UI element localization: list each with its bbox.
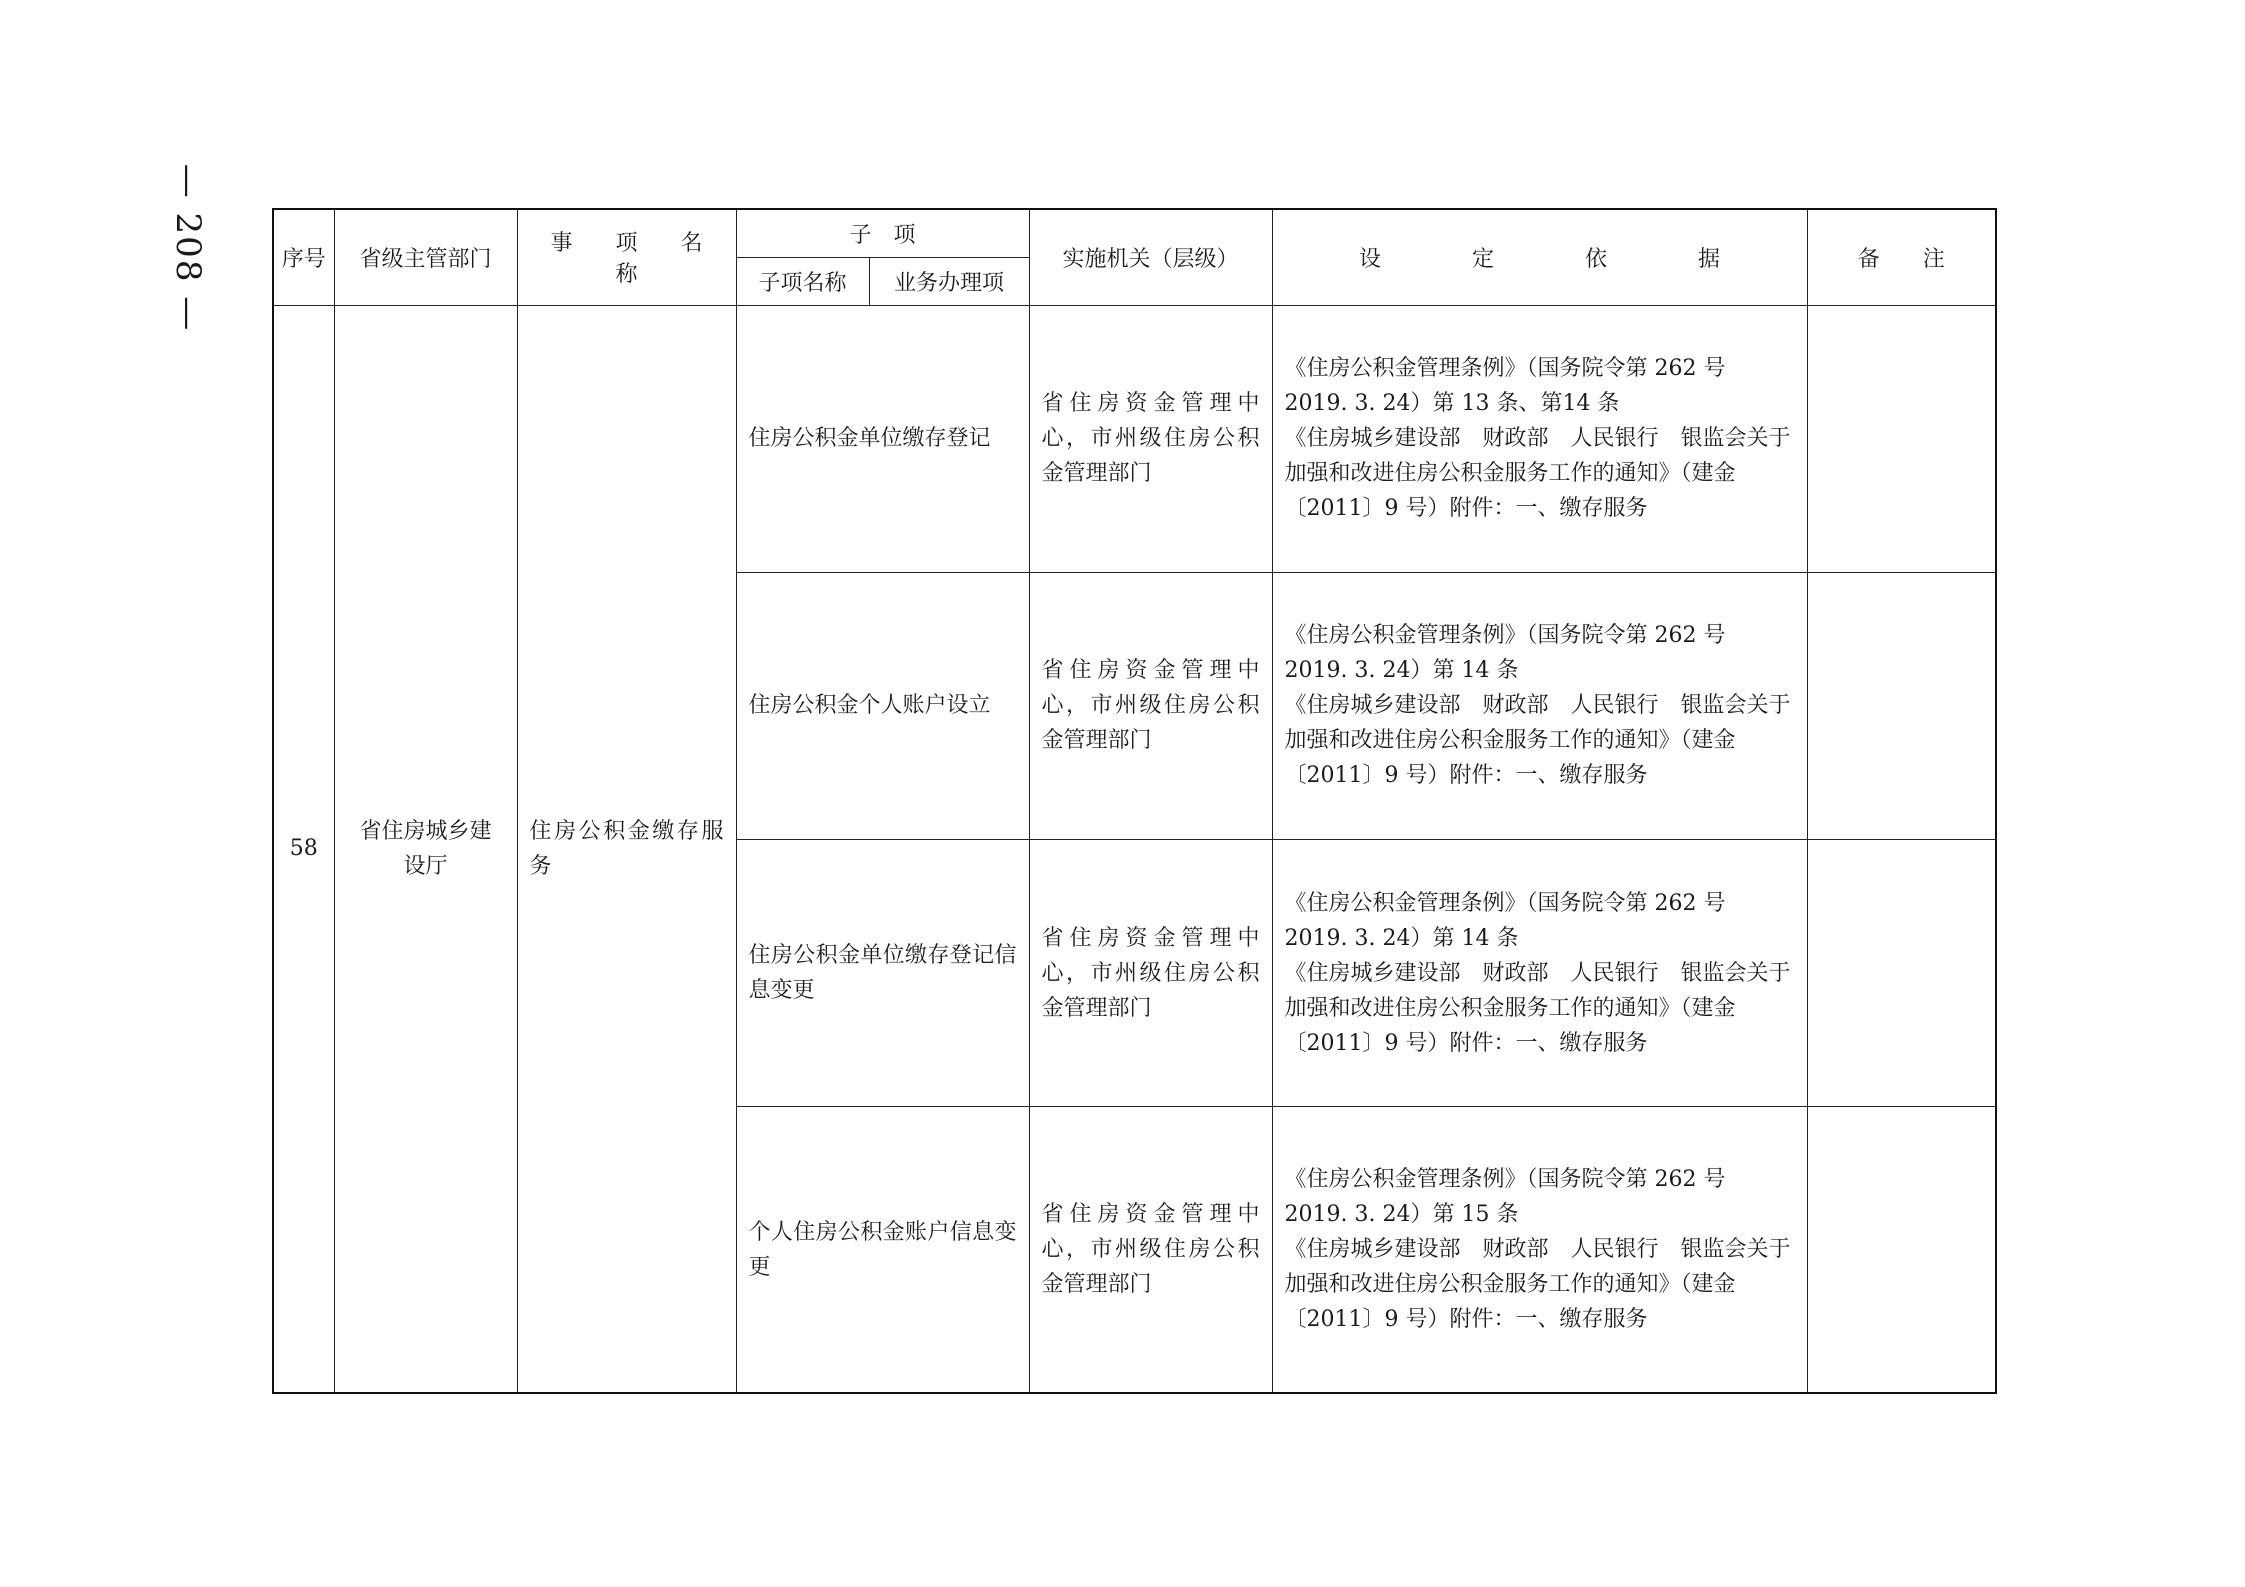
basis-cell [1272,1107,1807,1393]
basis-line: 《住房城乡建设部 财政部 人民银行 银监会关于加强和改进住房公积金服务工作的通知》（建金〔2011〕9 号）附件：一、缴存服务 [1284,426,1791,522]
basis-cell [1272,839,1807,1106]
basis-cell [1272,305,1807,572]
agency-cell: 省住房资金管理中心，市州级住房公积金管理部门 [1029,1107,1272,1393]
basis-line: 《住房城乡建设部 财政部 人民银行 银监会关于加强和改进住房公积金服务工作的通知》（建金〔2011〕9 号）附件：一、缴存服务 [1284,960,1791,1056]
item-name-cell: 住房公积金缴存服务 [517,305,736,1393]
sub-item-name-cell: 个人住房公积金账户信息变更 [736,1107,1029,1393]
dept-cell: 省住房城乡建设厅 [334,305,517,1393]
remark-cell [1807,839,1996,1106]
item-table [272,208,1997,1394]
remark-cell [1807,1107,1996,1393]
agency-cell: 省住房资金管理中心，市州级住房公积金管理部门 [1029,839,1272,1106]
header-basis: 设 定 依 据 [1272,209,1807,305]
header-sub-item: 子 项 [736,209,1029,257]
header-sub-item-name: 子项名称 [736,257,869,305]
remark-cell [1807,572,1996,839]
header-business: 业务办理项 [869,257,1029,305]
header-seq: 序号 [273,209,334,305]
agency-cell: 省住房资金管理中心，市州级住房公积金管理部门 [1029,572,1272,839]
header-remark: 备 注 [1807,209,1996,305]
basis-line: 《住房城乡建设部 财政部 人民银行 银监会关于加强和改进住房公积金服务工作的通知》（建金〔2011〕9 号）附件：一、缴存服务 [1284,693,1791,789]
basis-line: 《住房公积金管理条例》（国务院令第 262 号 2019. 3. 24）第 13 条、第14 条 [1284,356,1726,417]
basis-line: 《住房公积金管理条例》（国务院令第 262 号 2019. 3. 24）第 14 条 [1284,623,1726,684]
seq-cell: 58 [273,305,334,1393]
page-number: — 208 — [168,163,208,333]
header-agency: 实施机关（层级） [1029,209,1272,305]
basis-line: 《住房城乡建设部 财政部 人民银行 银监会关于加强和改进住房公积金服务工作的通知》（建金〔2011〕9 号）附件：一、缴存服务 [1284,1237,1791,1333]
basis-cell [1272,572,1807,839]
sub-item-name-cell: 住房公积金单位缴存登记 [736,305,1029,572]
header-item-name: 事 项 名 称 [517,209,736,305]
sub-item-name-cell: 住房公积金个人账户设立 [736,572,1029,839]
sub-item-name-cell: 住房公积金单位缴存登记信息变更 [736,839,1029,1106]
basis-line: 《住房公积金管理条例》（国务院令第 262 号 2019. 3. 24）第 15 条 [1284,1167,1726,1228]
basis-line: 《住房公积金管理条例》（国务院令第 262 号 2019. 3. 24）第 14 条 [1284,890,1726,951]
header-dept: 省级主管部门 [334,209,517,305]
table-row [273,305,1996,572]
agency-cell: 省住房资金管理中心，市州级住房公积金管理部门 [1029,305,1272,572]
remark-cell [1807,305,1996,572]
